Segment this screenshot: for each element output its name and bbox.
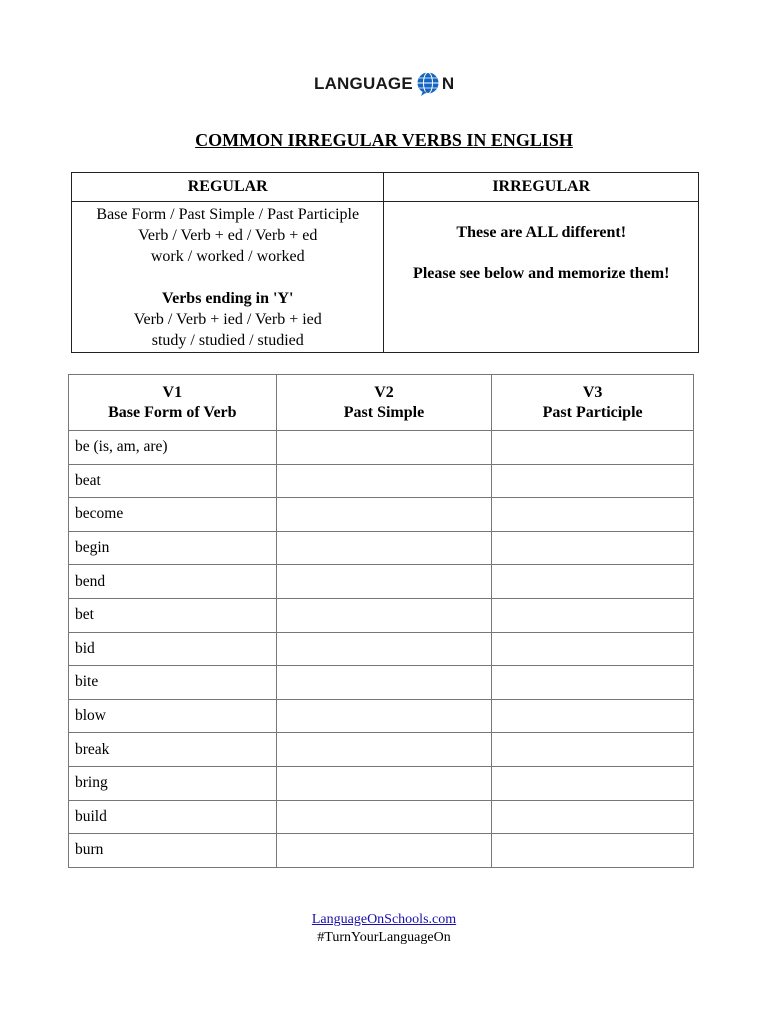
column-code: V3 bbox=[582, 383, 603, 401]
base-form-cell: become bbox=[69, 498, 277, 532]
past-participle-cell[interactable] bbox=[492, 766, 694, 800]
irregular-header: IRREGULAR bbox=[384, 173, 699, 202]
table-row bbox=[69, 498, 694, 532]
base-form-cell: build bbox=[69, 800, 277, 834]
logo bbox=[314, 68, 454, 100]
regular-rules-cell bbox=[72, 202, 384, 353]
globe-icon bbox=[415, 71, 441, 97]
past-simple-cell[interactable] bbox=[276, 498, 492, 532]
past-participle-cell[interactable] bbox=[492, 699, 694, 733]
table-row bbox=[69, 431, 694, 465]
past-participle-cell[interactable] bbox=[492, 666, 694, 700]
table-row bbox=[69, 733, 694, 767]
column-code: V2 bbox=[374, 383, 394, 401]
past-simple-cell[interactable] bbox=[276, 632, 492, 666]
past-simple-cell[interactable] bbox=[276, 431, 492, 465]
table-row bbox=[69, 531, 694, 565]
past-simple-cell[interactable] bbox=[276, 699, 492, 733]
base-form-cell: bring bbox=[69, 766, 277, 800]
past-participle-cell[interactable] bbox=[492, 632, 694, 666]
column-name: Past Simple bbox=[343, 403, 425, 421]
regular-line: Verb / Verb + ed / Verb + ed bbox=[138, 226, 318, 244]
y-heading: Verbs ending in 'Y' bbox=[162, 289, 294, 307]
past-simple-cell[interactable] bbox=[276, 766, 492, 800]
regular-header: REGULAR bbox=[72, 173, 384, 202]
rules-table bbox=[71, 172, 699, 353]
table-row bbox=[69, 834, 694, 868]
table-row bbox=[69, 666, 694, 700]
past-participle-cell[interactable] bbox=[492, 531, 694, 565]
base-form-cell: blow bbox=[69, 699, 277, 733]
column-name: Base Form of Verb bbox=[108, 403, 237, 421]
hashtag: #TurnYourLanguageOn bbox=[317, 930, 451, 945]
base-form-cell: begin bbox=[69, 531, 277, 565]
regular-line: Base Form / Past Simple / Past Participle bbox=[96, 205, 360, 223]
table-row bbox=[69, 598, 694, 632]
table-row bbox=[69, 565, 694, 599]
page-title: COMMON IRREGULAR VERBS IN ENGLISH bbox=[195, 130, 573, 150]
base-form-cell: burn bbox=[69, 834, 277, 868]
column-header-v1 bbox=[69, 375, 277, 431]
past-participle-cell[interactable] bbox=[492, 431, 694, 465]
column-code: V1 bbox=[162, 383, 183, 401]
past-participle-cell[interactable] bbox=[492, 498, 694, 532]
past-participle-cell[interactable] bbox=[492, 464, 694, 498]
y-line: Verb / Verb + ied / Verb + ied bbox=[133, 310, 322, 328]
past-simple-cell[interactable] bbox=[276, 464, 492, 498]
verb-table bbox=[68, 374, 694, 868]
column-header-v3 bbox=[492, 375, 694, 431]
regular-line: work / worked / worked bbox=[150, 247, 305, 265]
base-form-cell: beat bbox=[69, 464, 277, 498]
base-form-cell: bet bbox=[69, 598, 277, 632]
past-simple-cell[interactable] bbox=[276, 666, 492, 700]
base-form-cell: bid bbox=[69, 632, 277, 666]
table-row bbox=[69, 766, 694, 800]
irregular-line-1: These are ALL different! bbox=[456, 224, 627, 241]
verb-table-body bbox=[69, 431, 694, 868]
table-row bbox=[69, 699, 694, 733]
past-simple-cell[interactable] bbox=[276, 565, 492, 599]
irregular-rules-cell bbox=[384, 202, 699, 353]
base-form-cell: be (is, am, are) bbox=[69, 431, 277, 465]
footer bbox=[0, 911, 768, 947]
past-participle-cell[interactable] bbox=[492, 598, 694, 632]
past-participle-cell[interactable] bbox=[492, 565, 694, 599]
past-participle-cell[interactable] bbox=[492, 733, 694, 767]
base-form-cell: bite bbox=[69, 666, 277, 700]
y-line: study / studied / studied bbox=[151, 331, 304, 349]
past-simple-cell[interactable] bbox=[276, 733, 492, 767]
column-header-v2 bbox=[276, 375, 492, 431]
column-name: Past Participle bbox=[542, 403, 643, 421]
past-simple-cell[interactable] bbox=[276, 531, 492, 565]
irregular-line-2: Please see below and memorize them! bbox=[413, 265, 670, 282]
past-simple-cell[interactable] bbox=[276, 834, 492, 868]
base-form-cell: bend bbox=[69, 565, 277, 599]
past-participle-cell[interactable] bbox=[492, 834, 694, 868]
logo-text-right: N bbox=[441, 74, 455, 93]
base-form-cell: break bbox=[69, 733, 277, 767]
table-row bbox=[69, 464, 694, 498]
past-simple-cell[interactable] bbox=[276, 598, 492, 632]
logo-text-left: LANGUAGE bbox=[314, 74, 413, 93]
table-row bbox=[69, 800, 694, 834]
past-participle-cell[interactable] bbox=[492, 800, 694, 834]
website-link[interactable]: LanguageOnSchools.com bbox=[311, 912, 457, 927]
past-simple-cell[interactable] bbox=[276, 800, 492, 834]
table-row bbox=[69, 632, 694, 666]
